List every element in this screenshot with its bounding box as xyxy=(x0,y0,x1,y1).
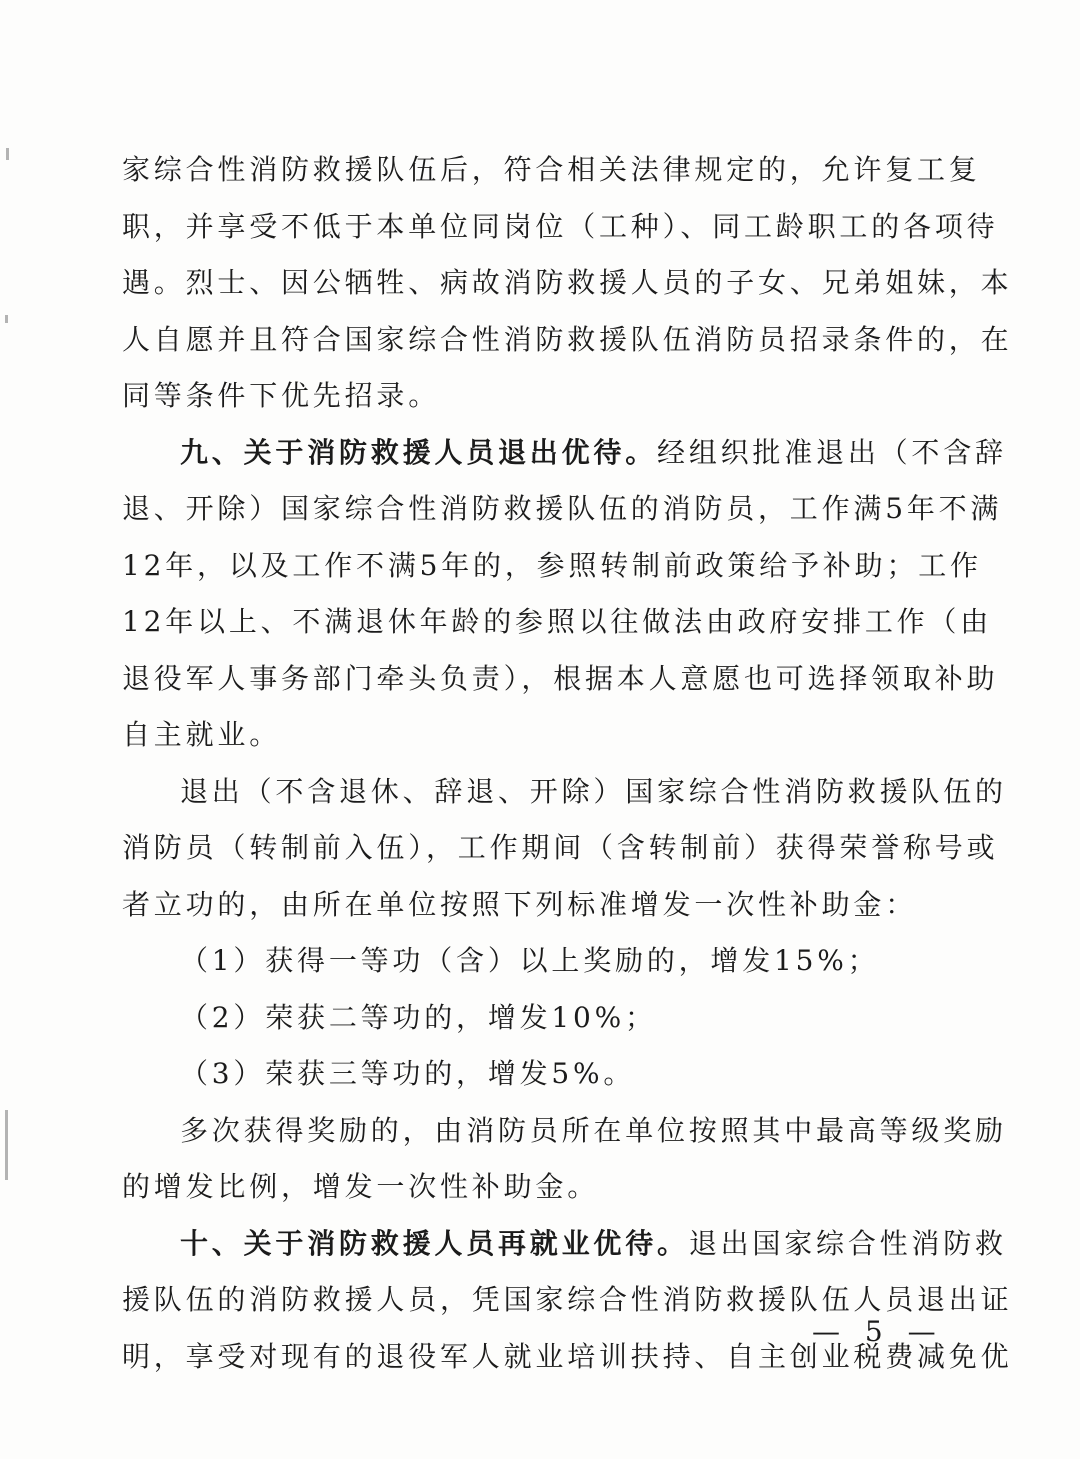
body-line: 多次获得奖励的，由消防员所在单位按照其中最高等级奖励 xyxy=(180,1113,1007,1147)
award-item: （3）荣获三等功的，增发5%。 xyxy=(180,1057,636,1090)
section-nine-heading: 九、关于消防救援人员退出优待。 xyxy=(180,435,658,469)
body-line: 职，并享受不低于本单位同岗位（工种）、同工龄职工的各项待 xyxy=(122,209,999,243)
body-line: 明，享受对现有的退役军人就业培训扶持、自主创业税费减免优 xyxy=(122,1339,1013,1373)
body-line: 自主就业。 xyxy=(122,718,282,751)
award-item: （1）获得一等功（含）以上奖励的，增发15%； xyxy=(180,944,880,977)
left-scan-mark-mid xyxy=(5,315,8,323)
body-line: 12年以上、不满退休年龄的参照以往做法由政府安排工作（由 xyxy=(122,605,993,638)
body-line: 家综合性消防救援队伍后，符合相关法律规定的，允许复工复 xyxy=(122,153,981,186)
section-nine-text: 经组织批准退出（不含辞 xyxy=(657,435,1007,469)
section-ten-heading: 十、关于消防救援人员再就业优待。 xyxy=(180,1226,689,1260)
body-line: 人自愿并且符合国家综合性消防救援队伍消防员招录条件的，在 xyxy=(122,322,1013,356)
body-line: 遇。烈士、因公牺牲、病故消防救援人员的子女、兄弟姐妹，本 xyxy=(122,266,1013,299)
body-line: 退出（不含退休、辞退、开除）国家综合性消防救援队伍的 xyxy=(180,774,1007,808)
award-item: （2）荣获二等功的，增发10%； xyxy=(180,1000,657,1034)
section-ten-first-line xyxy=(122,1216,1007,1273)
page-number: — 5 — xyxy=(812,1315,944,1348)
body-line: 消防员（转制前入伍），工作期间（含转制前）获得荣誉称号或 xyxy=(122,831,999,864)
section-nine-first-line xyxy=(122,425,1007,482)
left-scan-mark-top xyxy=(6,148,9,160)
body-line: 援队伍的消防救援人员，凭国家综合性消防救援队伍人员退出证 xyxy=(122,1283,1013,1316)
body-line: 者立功的，由所在单位按照下列标准增发一次性补助金： xyxy=(122,887,918,921)
body-line: 同等条件下优先招录。 xyxy=(122,379,441,412)
body-line: 的增发比例，增发一次性补助金。 xyxy=(122,1170,600,1203)
section-ten-text: 退出国家综合性消防救 xyxy=(688,1226,1007,1260)
document-body xyxy=(122,142,1013,1385)
body-line: 12年，以及工作不满5年的，参照转制前政策给予补助；工作 xyxy=(122,548,982,582)
body-line: 退役军人事务部门牵头负责），根据本人意愿也可选择领取补助 xyxy=(122,661,999,695)
body-line: 退、开除）国家综合性消防救援队伍的消防员，工作满5年不满 xyxy=(122,492,1003,525)
left-scan-mark-bottom xyxy=(5,1110,8,1180)
